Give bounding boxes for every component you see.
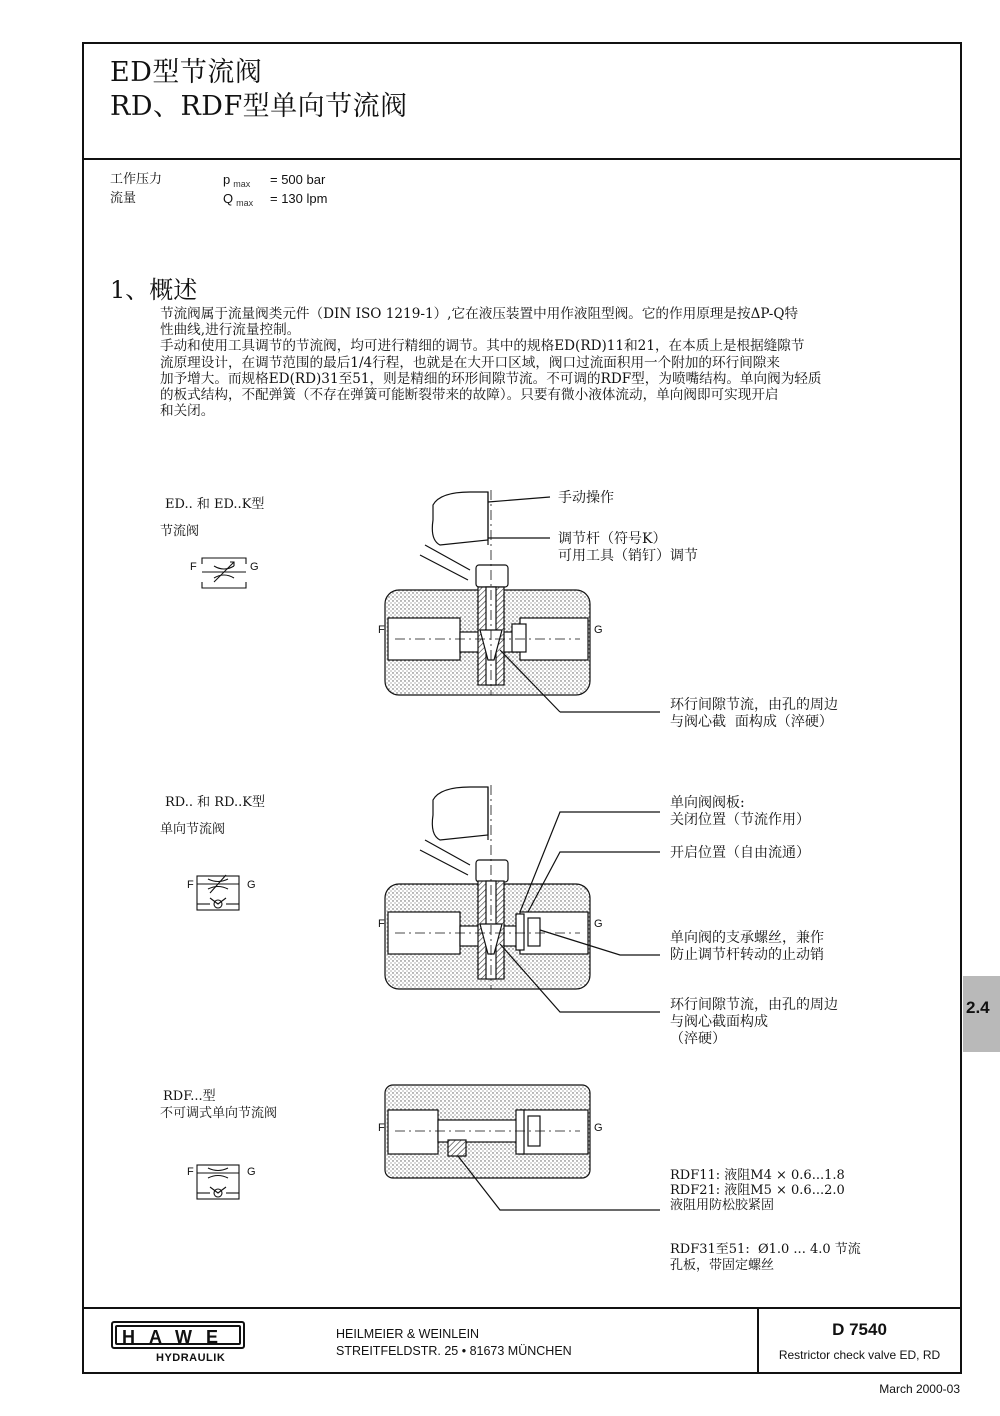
ed-type-label: ED.. 和 ED..K型 <box>165 497 265 512</box>
footer-divider <box>757 1307 759 1374</box>
rdf-port-f: F <box>378 1122 385 1134</box>
rdf-port-g: G <box>594 1122 603 1134</box>
company-address <box>336 1326 572 1360</box>
footer-rule <box>82 1307 962 1309</box>
section-tab-label: 2.4 <box>966 998 990 1017</box>
rd-valve-section <box>385 785 660 1012</box>
spec-label: 流量 <box>110 191 137 206</box>
rd-callout-plate: 单向阀阀板: 关闭位置（节流作用） <box>670 795 810 828</box>
logo-text: HAWE <box>122 1327 232 1347</box>
rd-symbol-port-f: F <box>187 879 194 891</box>
ed-callout-manual: 手动操作 <box>558 490 614 506</box>
rd-callout-gap: 环行间隙节流，由孔的周边 与阀心截面构成 （淬硬） <box>670 997 838 1047</box>
title-line-1: ED型节流阀 <box>110 57 263 88</box>
spec-value: = 130 lpm <box>270 191 328 206</box>
rd-sub-label: 单向节流阀 <box>160 822 226 837</box>
rd-symbol <box>197 875 239 910</box>
ed-callout-gap: 环行间隙节流，由孔的周边 与阀心截 面构成（淬硬） <box>670 697 838 730</box>
ed-callout-rod: 调节杆（符号K） 可用工具（销钉）调节 <box>558 531 698 564</box>
ed-port-g: G <box>594 624 603 636</box>
logo-subtitle: HYDRAULIK <box>156 1352 226 1364</box>
ed-symbol <box>202 558 246 588</box>
rd-callout-screw: 单向阀的支承螺丝，兼作 防止调节杆转动的止动销 <box>670 930 824 963</box>
ed-valve-section <box>385 490 660 712</box>
rd-port-g: G <box>594 918 603 930</box>
spec-symbol: Q $_{max}$ <box>223 191 254 208</box>
ed-symbol-port-f: F <box>190 561 197 573</box>
rd-type-label: RD.. 和 RD..K型 <box>165 795 266 810</box>
spec-label: 工作压力 <box>110 172 163 187</box>
spec-symbol: p $_{max}$ <box>223 172 251 189</box>
rdf-valve-section <box>385 1085 660 1210</box>
document-description: Restrictor check valve ED, RD <box>778 1348 941 1362</box>
ed-port-f: F <box>378 624 385 636</box>
section-tab <box>963 976 1000 1052</box>
rd-port-f: F <box>378 918 385 930</box>
rdf-type-label: RDF...型 <box>163 1089 216 1104</box>
ed-sub-label: 节流阀 <box>160 524 200 539</box>
company-name: HEILMEIER & WEINLEIN <box>336 1327 480 1341</box>
document-number: D 7540 <box>832 1320 887 1339</box>
section-heading: 1、概述 <box>110 276 198 304</box>
company-street: STREITFELDSTR. 25 • 81673 MÜNCHEN <box>336 1344 572 1358</box>
rdf-symbol <box>197 1165 239 1199</box>
rdf-sub-label: 不可调式单向节流阀 <box>160 1106 278 1121</box>
rd-symbol-port-g: G <box>247 879 256 891</box>
rdf-symbol-port-f: F <box>187 1166 194 1178</box>
ed-symbol-port-g: G <box>250 561 259 573</box>
rdf-symbol-port-g: G <box>247 1166 256 1178</box>
rdf-callout-orifice: RDF31至51: Ø1.0 ... 4.0 节流 孔板，带固定螺丝 <box>670 1242 861 1273</box>
title-line-2: RD、RDF型单向节流阀 <box>110 91 408 122</box>
document-date: March 2000-03 <box>879 1382 960 1396</box>
spec-value: = 500 bar <box>270 172 326 187</box>
rdf-callout-specs: RDF11: 液阻M4 × 0.6...1.8 RDF21: 液阻M5 × 0.6...2.0 液阻用防松胶紧固 <box>670 1168 845 1213</box>
rd-callout-open: 开启位置（自由流通） <box>670 845 810 861</box>
section-body: 节流阀属于流量阀类元件（DIN ISO 1219-1）,它在液压装置中用作液阻型阀。它的作用原理是按ΔP-Q特 性曲线,进行流量控制。 手动和使用工具调节的节流阀，均可进行精细的调节。其中的规格ED(RD)11和21，在本质上是根据缝隙节 流原理设计，在调节范围的最后1/4行程，也就是在大开口区域，阀口过流面积用一个附加的环行间隙来 加予增大。而规格ED(RD)31至51，则是精细的环形间隙节流。不可调的RDF型，为喷嘴结构。单向阀为轻质 的板式结构，不配弹簧（不存在弹簧可能断裂带来的故障）。只要有微小液体流动，单向阀即可实现开启 和关闭。 <box>160 306 822 420</box>
